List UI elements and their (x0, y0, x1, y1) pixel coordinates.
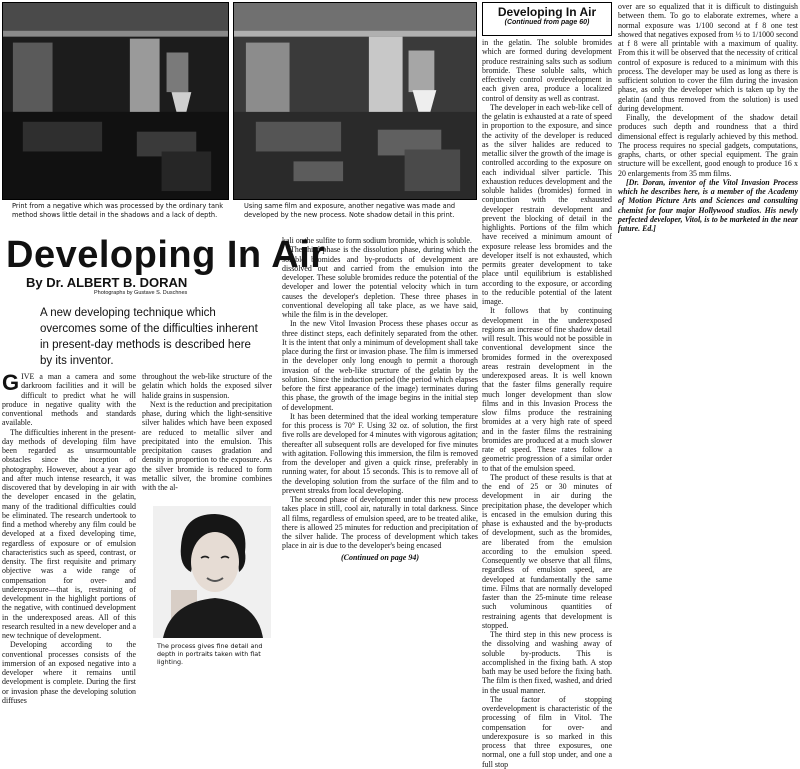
portrait-photo (153, 506, 271, 638)
article-paragraph: over are so equalized that it is difficult to distinguish between them. To go to elaborate extremes, where a normal exposure was 1/100 second at f 8 one test showed that negatives exposed from ½ to 1/1000 second at f 8 were all printable with a maximum of quality. From this it will be observed that the necessity of critical control of exposure is reduced to a minimum with this process. The developer may be used as long as there is sufficient solution to cover the film during the invasion phase, as only the developer which is taken up by the gelatin (and thus removed from the solution) is used during development. (618, 2, 798, 113)
article-paragraph: The factor of stopping overdevelopment is characteristic of the processing of film in Vitol. The compensation for over- and underexposure is so marked in this process that three exposures, one normal, one a full stop under, and one a full stop (482, 694, 612, 769)
article-paragraph: Next is the reduction and precipitation phase, during which the light-sensitive silver halides which have been exposed are reduced to metallic silver and precipitated into the emulsion. This precipitation causes gradation and density in proportion to the exposure. As the silver bromide is reduced to form metallic silver, the bromine combines with the al- (142, 399, 272, 492)
article-paragraph: It follows that by continuing development in the underexposed regions an increase of fine shadow detail will result. This would not be possible in conventional development since the bromides formed in the overexposed areas restrain development in the underexposed areas. It is well known that the faster films generally require much longer development than slow films and in this Invasion Process the slow films produce the restraining bromides at a very high rate of speed and in the faster films the restraining bromides are produced at a much slower rate of speed. These rates follow a geometric progression of a similar order to that of the emulsion speed. (482, 306, 612, 473)
interior-scene-detailed (234, 3, 476, 199)
article-paragraph: The second phase of development under this new process takes place in still, cool air, naturally in total darkness. Since all films, regardless of emulsion speed, are to be treated alike, there is allowed 25 minutes for reduction and precipitation of the silver halide. The process of development which takes place in air is due to the developer's being encased (282, 495, 478, 551)
article-paragraph: kali or the sulfite to form sodium bromide, which is soluble. (282, 236, 472, 245)
photo-caption-right: Using same film and exposure, another negative was made and developed by the new process. Note shadow detail in this print. (244, 202, 456, 219)
article-column-2 (142, 372, 272, 500)
article-dek: A new developing technique which overcomes some of the difficulties inherent in present-day methods is described here by its inventor. (40, 307, 258, 367)
article-column-4 (482, 38, 612, 769)
article-column-5 (618, 2, 798, 302)
continued-header (482, 2, 612, 36)
article-paragraph: throughout the web-like structure of the gelatin which holds the exposed silver halide grains in suspension. (142, 372, 272, 400)
interior-scene-dark (3, 3, 228, 199)
portrait-caption: The process gives fine detail and depth in portraits taken with flat lighting. (157, 642, 263, 666)
continued-on-note: (Continued on page 94) (340, 552, 419, 562)
photo-credit: Photographs by Gustave S. Duschnes (94, 290, 188, 296)
photo-ordinary-tank (2, 2, 229, 200)
photo-caption-left: Print from a negative which was processed by the ordinary tank method shows little detail in the shadows and a lack of depth. (12, 202, 224, 219)
photo-new-process (233, 2, 477, 200)
article-paragraph: The product of these results is that at the end of 25 or 30 minutes of development in air during the precipitation phase, the developer which is encased in the emulsion during this phase is exhausted and the by-products of development, such as the bromides, are liberated from the emulsion according to the emulsion speed. Consequently we observe that all films, regardless of emulsion speed, are developed at fundamentally the same time. Films that are normally developed faster than the 25-minute time release such voluminous quantities of restraining agents that development is stopped. (482, 472, 612, 630)
article-paragraph: Finally, the development of the shadow detail produces such depth and roundness that a third dimensional effect is regularly achieved by this method. The process requires no special gadgets, computations, graphs, charts, or other special equipment. The grain structure will be excellent, good enough to produce 16 x 20 enlargements from 35 mm films. (618, 113, 798, 178)
article-column-1 (2, 370, 136, 705)
author-bio: [Dr. Doran, inventor of the Vitol Invasion Process which he describes here, is a member of the Academy of Motion Picture Arts and Sciences and consulting chemist for four major Hollywood studios. His newly perfected developer, Vitol, is to be marketed in the near future. Ed.] (618, 177, 798, 233)
article-byline: By Dr. ALBERT B. DORAN (26, 275, 188, 290)
article-column-3 (282, 236, 478, 664)
article-paragraph: It has been determined that the ideal working temperature for this process is 70° F. Using 32 oz. of solution, the first five rolls are developed for 4 minutes with vigorous agitation; thereafter all subsequent rolls are developed for five minutes with agitation. Following this immersion, the film is removed from the developer and given a quick rinse, preferably in running water, for about 15 seconds. This is to remove all of the developing solution from the surface of the film and to prevent streaks from local developing. (282, 411, 478, 495)
continued-from-note: (Continued from page 60) (504, 19, 590, 26)
article-paragraph: in the gelatin. The soluble bromides which are formed during development produce restraining salts such as sodium bromide. These soluble salts, which effectively control overdevelopment in each given area, produce a localized control of density as well as contrast. (482, 38, 612, 103)
drop-cap: G (2, 370, 20, 395)
article-paragraph: The developer in each web-like cell of the gelatin is exhausted at a rate of speed in proportion to the exposure, and since the activity of the developer is reduced as the silver halides are reduced to metallic silver the growth of the image is controlled according to the exposure on each individual silver particle. This exhaustion reduces development and the soluble halides (bromides) formed in conjunction with the exhausted developer restrain development and prevent the blocking of detail in the highlights. Portions of the film which have received a minimum amount of exposure release less bromides and the developer itself is not exhausted, which permits greater development to take place until equilibrium is established according to the exposure, or according to the reducible potential of the latent image. (482, 102, 612, 306)
woman-portrait (153, 506, 271, 638)
continued-header-title: Developing In Air (497, 5, 597, 19)
article-paragraph: The difficulties inherent in the present-day methods of developing film have been regarded as unsurmountable obstacles since the inception of photography. However, about a year ago and after much intense research, it was discovered that by developing in air with the developer encased in the gelatin, many of the traditional difficulties could be eliminated. The research undertook to find a method whereby any film could be developed at a fixed developing time, regardless of exposure or of emulsion characteristics such as speed, contrast, or density. The first requisite and primary objective was a wide range of compensation for over- and underexposure—that is, restraining of development in the highlight portions of the negative, with continued development in the underexposed areas. All of this research resulted in a new developer and a new technique of development. (2, 427, 136, 640)
article-paragraph: The third step in this new process is the dissolving and washing away of soluble by-products. This is accomplished in the fixing bath. A stop bath may be used before the fixing bath. The film is then fixed, washed, and dried in the usual manner. (482, 630, 612, 695)
article-title: Developing In Air (6, 234, 326, 276)
article-paragraph: In the new Vitol Invasion Process these phases occur as three distinct steps, each definitely separated from the other. It is the intent that only a minimum of development shall take place during the first or invasion phase. The film is immersed in the developer only long enough to permit a thorough invasion of the web-like structure of the gelatin by the solution. Since the induction period (the period which elapses before the first appearance of the image) terminates during this phase, the growth of the image begins in the initial step of development. (282, 319, 478, 412)
article-paragraph: Developing according to the conventional processes consists of the immersion of an exposed negative into a developer where it remains until development is complete. During the first or invasion phase the developing solution diffuses (2, 640, 136, 705)
article-paragraph: The third phase is the dissolution phase, during which the soluble bromides and by-products of development are dissolved out and carried from the emulsion into the developer. These soluble bromides reduce the potential of the developer and lower the potential velocity which in turn causes the developer's depletion. These three phases in conventional developing all take place, as we have said, while the film is in the developer. (282, 245, 478, 319)
article-paragraph: GIVE a man a camera and some darkroom facilities and it will be difficult to predict what he will produce in negative quality with the conventional methods and standards available. (2, 370, 136, 428)
